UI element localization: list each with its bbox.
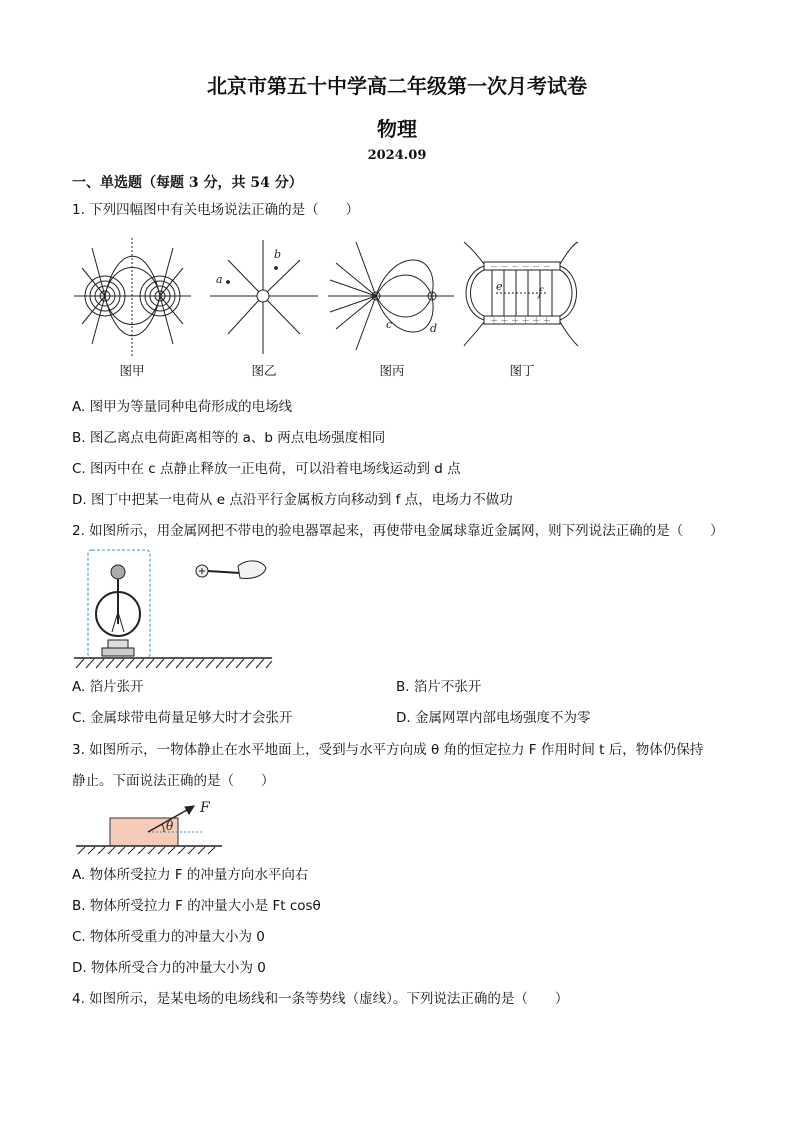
q1-figure-ding [462,238,580,358]
label-angle: θ [166,819,174,833]
subject-title: 物理 [377,117,417,141]
q3-option-a: A. 物体所受拉力 F 的冲量方向水平向右 [72,867,309,883]
q2-stem: 2. 如图所示，用金属网把不带电的验电器罩起来，再使带电金属球靠近金属网，则下列说法正确的是（ ） [72,523,724,539]
q1-caption-yi: 图乙 [251,363,277,378]
q1-caption-ding: 图丁 [509,363,535,378]
exam-title: 北京市第五十中学高二年级第一次月考试卷 [207,74,587,98]
q1-figure-bing [326,238,456,358]
q2-option-a: A. 箔片张开 [72,679,144,695]
svg-text:＋ ＋ ＋ ＋ ＋ ＋: ＋ ＋ ＋ ＋ ＋ ＋ [490,316,551,325]
q3-option-b: B. 物体所受拉力 F 的冲量大小是 Ft cosθ [72,898,321,914]
q1-caption-jia: 图甲 [119,363,145,378]
label-b: b [274,248,282,261]
q3-option-c: C. 物体所受重力的冲量大小为 0 [72,929,265,945]
q1-caption-bing: 图丙 [379,363,405,378]
q3-stem-line2: 静止。下面说法正确的是（ ） [72,773,275,789]
q1-figure-yi [208,238,320,358]
q2-option-c: C. 金属球带电荷量足够大时才会张开 [72,710,293,726]
q1-option-c: C. 图丙中在 c 点静止释放一正电荷，可以沿着电场线运动到 d 点 [72,461,461,477]
q1-option-b: B. 图乙离点电荷距离相等的 a、b 两点电场强度相同 [72,430,386,446]
q2-figure-electroscope [72,546,276,670]
q1-stem: 1. 下列四幅图中有关电场说法正确的是（ ） [72,202,360,218]
section-heading: 一、单选题（每题 3 分，共 54 分） [72,175,303,191]
q1-figure-jia [72,238,202,358]
q2-option-d: D. 金属网罩内部电场强度不为零 [396,710,591,726]
svg-text:－ － － － － －: － － － － － － [490,262,551,271]
q1-option-d: D. 图丁中把某一电荷从 e 点沿平行金属板方向移动到 f 点，电场力不做功 [72,492,513,508]
q3-figure-block [72,796,232,856]
q2-option-b: B. 箔片不张开 [396,679,482,695]
label-a: a [216,273,223,286]
q4-stem: 4. 如图所示，是某电场的电场线和一条等势线（虚线）。下列说法正确的是（ ） [72,991,569,1007]
q3-option-d: D. 物体所受合力的冲量大小为 0 [72,960,266,976]
label-c: c [386,318,393,331]
label-f: f [538,286,543,299]
q3-stem-line1: 3. 如图所示，一物体静止在水平地面上，受到与水平方向成 θ 角的恒定拉力 F 作用时间 t 后，物体仍保持 [72,742,704,758]
label-force: F [200,800,210,816]
exam-date: 2024.09 [367,148,427,163]
label-e: e [496,280,503,293]
q1-option-a: A. 图甲为等量同种电荷形成的电场线 [72,399,293,415]
label-d: d [430,322,438,335]
